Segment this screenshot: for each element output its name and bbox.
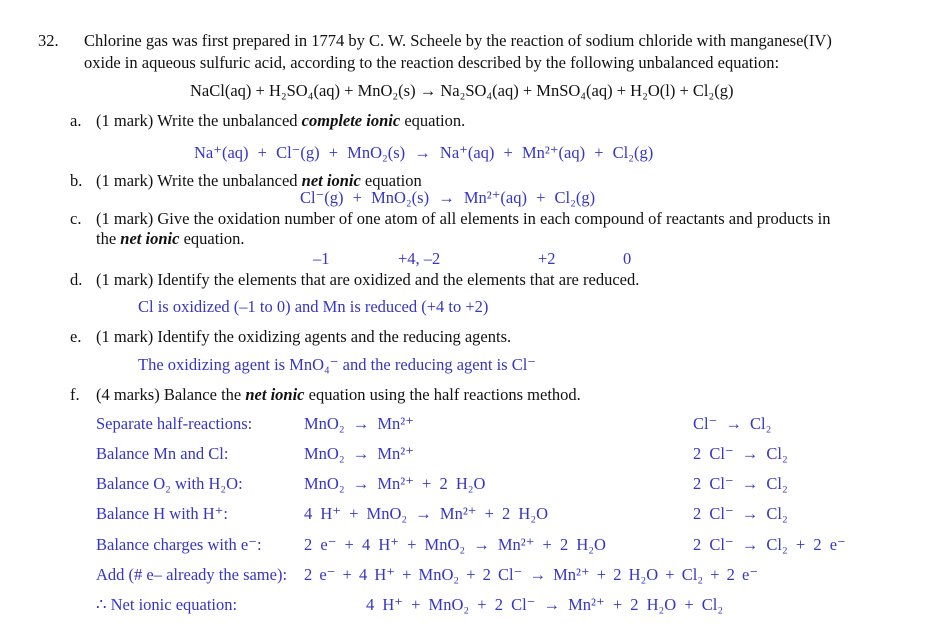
part-c-prompt-line1: (1 mark) Give the oxidation number of one atom of all elements in each compound of reactants and products in [96, 209, 831, 228]
part-f-letter: f. [70, 385, 80, 404]
part-d-letter: d. [70, 270, 83, 289]
part-f-prompt-post: equation using the half reactions method. [308, 385, 581, 404]
step-right-eq: 2 Cl⁻ → Cl₂ [693, 504, 788, 523]
part-a-answer: Na⁺(aq) + Cl⁻(g) + MnO₂(s) → Na⁺(aq) + Mn²⁺(aq) + Cl₂(g) [194, 143, 654, 162]
part-a-prompt-emph: complete ionic [301, 111, 401, 130]
step-left-eq: 4 H⁺ + MnO₂ + 2 Cl⁻ → Mn²⁺ + 2 H₂O + Cl₂ [366, 595, 724, 614]
ox-value-mno2: +4, –2 [398, 249, 441, 268]
part-b-prompt-pre: (1 mark) Write the unbalanced [96, 171, 298, 190]
part-f-prompt-pre: (4 marks) Balance the [96, 385, 242, 404]
ox-value-cl2: 0 [623, 249, 632, 268]
question-number: 32. [38, 31, 59, 50]
part-b-letter: b. [70, 171, 83, 190]
part-c-prompt-line2 [96, 229, 245, 249]
part-c-prompt-line2-emph: net ionic [120, 229, 180, 248]
step-label: Balance H with H⁺: [96, 504, 228, 523]
part-e-letter: e. [70, 327, 82, 346]
part-b-prompt-emph: net ionic [301, 171, 361, 190]
step-left-eq: MnO₂ → Mn²⁺ [304, 414, 414, 433]
step-right-eq: 2 Cl⁻ → Cl₂ [693, 444, 788, 463]
question-intro-line1: Chlorine gas was first prepared in 1774 by C. W. Scheele by the reaction of sodium chloride with manganese(IV) [84, 31, 832, 50]
part-d-answer: Cl is oxidized (–1 to 0) and Mn is reduced (+4 to +2) [138, 297, 489, 316]
ox-value-cl: –1 [313, 249, 330, 268]
question-intro-line2: oxide in aqueous sulfuric acid, according to the reaction described by the following unbalanced equation: [84, 53, 780, 72]
step-left-eq: 2 e⁻ + 4 H⁺ + MnO₂ → Mn²⁺ + 2 H₂O [304, 535, 606, 554]
part-a-prompt-pre: (1 mark) Write the unbalanced [96, 111, 298, 130]
step-label: Balance O₂ with H₂O: [96, 474, 243, 493]
part-f-prompt [96, 385, 581, 405]
part-c-letter: c. [70, 209, 82, 228]
step-label: Balance Mn and Cl: [96, 444, 229, 463]
part-d-prompt: (1 mark) Identify the elements that are oxidized and the elements that are reduced. [96, 270, 640, 289]
main-equation: NaCl(aq) + H₂SO₄(aq) + MnO₂(s) → Na₂SO₄(aq) + MnSO₄(aq) + H₂O(l) + Cl₂(g) [190, 81, 734, 100]
step-left-eq: 4 H⁺ + MnO₂ → Mn²⁺ + 2 H₂O [304, 504, 548, 523]
part-f-prompt-emph: net ionic [245, 385, 305, 404]
part-b-answer: Cl⁻(g) + MnO₂(s) → Mn²⁺(aq) + Cl₂(g) [300, 188, 596, 207]
step-label: Add (# e– already the same): [96, 565, 288, 584]
part-c-prompt-line2-post: equation. [183, 229, 245, 248]
part-a-prompt [96, 111, 465, 131]
step-label: Balance charges with e⁻: [96, 535, 262, 554]
part-e-prompt: (1 mark) Identify the oxidizing agents and the reducing agents. [96, 327, 512, 346]
step-left-eq: 2 e⁻ + 4 H⁺ + MnO₂ + 2 Cl⁻ → Mn²⁺ + 2 H₂O + Cl₂ + 2 e⁻ [304, 565, 759, 584]
part-c-prompt-line2-pre: the [96, 229, 117, 248]
part-e-answer: The oxidizing agent is MnO₄⁻ and the reducing agent is Cl⁻ [138, 355, 537, 374]
step-right-eq: 2 Cl⁻ → Cl₂ [693, 474, 788, 493]
step-left-eq: MnO₂ → Mn²⁺ [304, 444, 414, 463]
part-a-prompt-post: equation. [404, 111, 466, 130]
part-b-prompt-post: equation [364, 171, 422, 190]
step-left-eq: MnO₂ → Mn²⁺ + 2 H₂O [304, 474, 486, 493]
step-right-eq: 2 Cl⁻ → Cl₂ + 2 e⁻ [693, 535, 846, 554]
step-label: ∴ Net ionic equation: [96, 595, 238, 614]
step-right-eq: Cl⁻ → Cl₂ [693, 414, 772, 433]
part-a-letter: a. [70, 111, 82, 130]
step-label: Separate half-reactions: [96, 414, 253, 433]
ox-value-mn: +2 [538, 249, 556, 268]
